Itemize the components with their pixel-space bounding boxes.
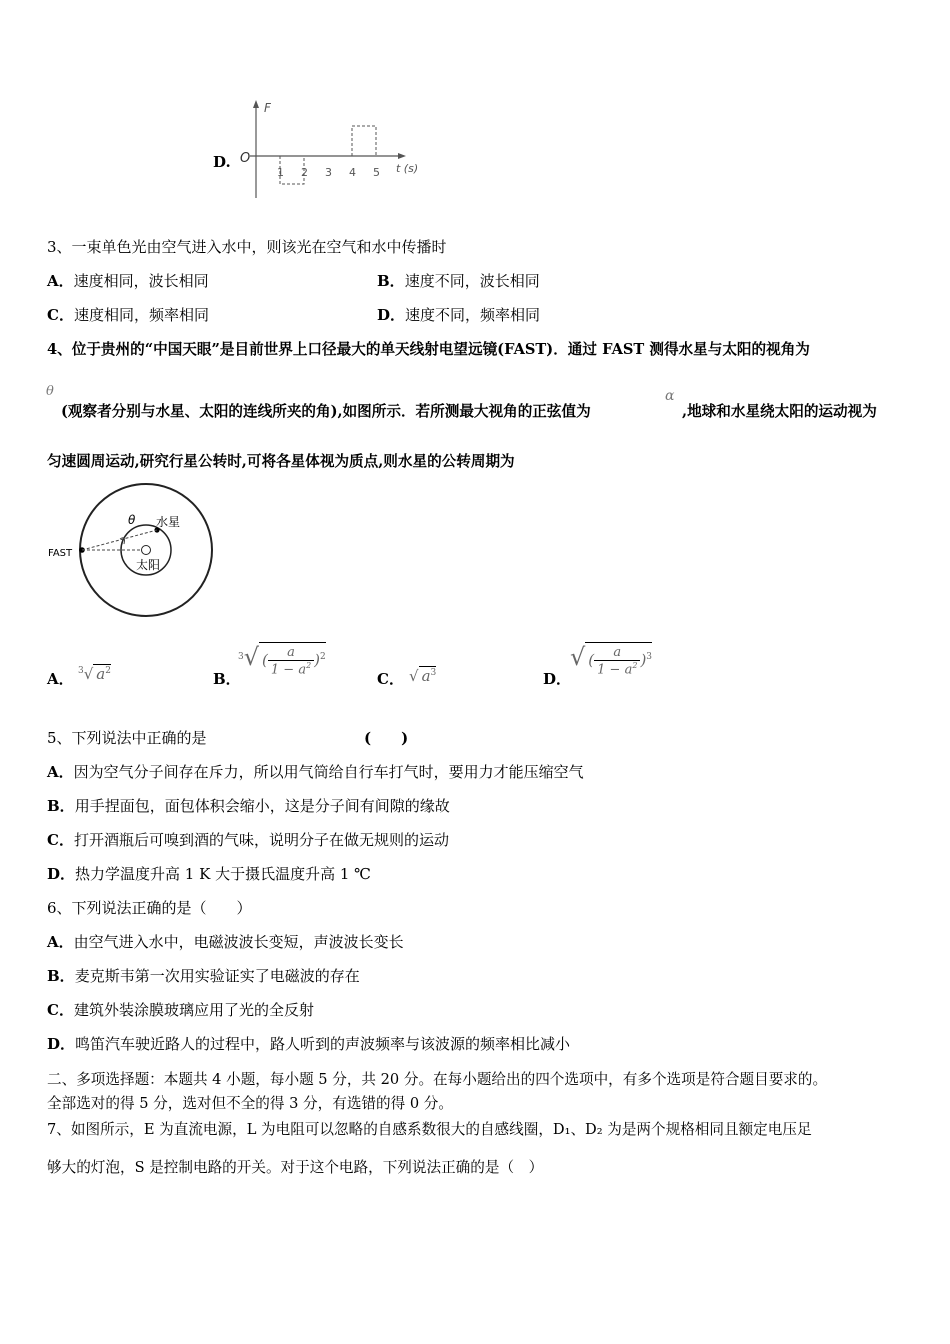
mercury-label: 水星: [156, 515, 181, 529]
q7-line2: 够大的灯泡，S 是控制电路的开关。对于这个电路，下列说法正确的是（ ）: [47, 1159, 544, 1176]
q3-stem: 3、一束单色光由空气进入水中，则该光在空气和水中传播时: [47, 238, 447, 256]
section2-heading-line1: 二、多项选择题：本题共 4 小题，每小题 5 分，共 20 分。在每小题给出的四个选项中，有多个选项是符合题目要求的。: [47, 1071, 828, 1088]
tick-3: 3: [325, 166, 332, 179]
fast-label: FAST: [48, 548, 73, 559]
sun-marker: [142, 546, 151, 555]
q4-line2b: ,地球和水星绕太阳的运动视为: [682, 403, 877, 420]
q5-answer-paren: ( ): [364, 729, 409, 747]
q3-option-c: C．速度相同，频率相同: [47, 306, 209, 324]
q4-option-b-expr: $^3$√ ( $\frac{a}{1 - a^2}$ )$^2$: [238, 643, 326, 678]
tick-5: 5: [373, 166, 380, 179]
orbit-figure: [44, 483, 219, 619]
q4-option-b: B．: [213, 670, 241, 688]
y-axis-arrow: [253, 100, 259, 108]
option-d-label: D.: [213, 153, 231, 171]
q4-line1: 4、位于贵州的“中国天眼”是目前世界上口径最大的单天线射电望远镜(FAST)．通过 FAST 测得水星与太阳的视角为: [47, 341, 810, 358]
q6-stem: 6、下列说法正确的是（ ）: [47, 899, 252, 917]
q6-option-c: C．建筑外装涂膜玻璃应用了光的全反射: [47, 1001, 314, 1019]
tick-2: 2: [301, 166, 308, 179]
angle-label: θ: [128, 513, 136, 527]
q4-option-d-expr: √ ( $\frac{a}{1 - a^2}$ )$^3$: [570, 643, 653, 678]
force-time-graph: [236, 98, 446, 200]
q4-line2a: (观察者分别与水星、太阳的连线所夹的角),如图所示．若所测最大视角的正弦值为: [61, 403, 591, 420]
q5-option-d: D．热力学温度升高 1 K 大于摄氏温度升高 1 ℃: [47, 865, 371, 883]
q4-option-d: D．: [543, 670, 572, 688]
q5-option-c: C．打开酒瓶后可嗅到酒的气味，说明分子在做无规则的运动: [47, 831, 449, 849]
alpha-symbol: α: [665, 388, 675, 404]
q6-option-a: A．由空气进入水中，电磁波波长变短，声波波长变长: [47, 933, 404, 951]
origin-label: O: [240, 151, 251, 166]
y-axis-label: F: [264, 101, 271, 115]
theta-symbol: θ: [46, 384, 54, 399]
x-axis-label: t (s): [396, 162, 419, 175]
tick-1: 1: [277, 166, 284, 179]
q4-option-a-expr: $^3$√ $a^2$: [78, 665, 111, 683]
q5-option-b: B．用手捏面包，面包体积会缩小，这是分子间有间隙的缘故: [47, 797, 450, 815]
x-axis-arrow: [398, 153, 406, 159]
q7-line1: 7、如图所示，E 为直流电源，L 为电阻可以忽略的自感系数很大的自感线圈，D₁、D₂ 为是两个规格相同且额定电压足: [47, 1121, 812, 1138]
q5-stem: 5、下列说法中正确的是: [47, 729, 207, 747]
q6-option-d: D．鸣笛汽车驶近路人的过程中，路人听到的声波频率与该波源的频率相比减小: [47, 1035, 571, 1053]
q4-option-a: A．: [47, 670, 74, 688]
q5-option-a: A．因为空气分子间存在斥力，所以用气筒给自行车打气时，要用力才能压缩空气: [47, 763, 584, 781]
q6-option-b: B．麦克斯韦第一次用实验证实了电磁波的存在: [47, 967, 360, 985]
positive-pulse: [352, 126, 376, 156]
q3-option-d: D．速度不同，频率相同: [377, 306, 541, 324]
tick-4: 4: [349, 166, 356, 179]
section2-heading-line2: 全部选对的得 5 分，选对但不全的得 3 分，有选错的得 0 分。: [47, 1095, 453, 1112]
sun-label: 太阳: [136, 558, 161, 572]
x-tick-labels: [277, 166, 380, 179]
q4-option-c: C．: [377, 670, 404, 688]
q3-option-b: B．速度不同，波长相同: [377, 272, 540, 290]
q4-option-c-expr: √ $a^3$: [409, 667, 437, 685]
line-to-mercury: [82, 530, 157, 550]
q4-line3: 匀速圆周运动,研究行星公转时,可将各星体视为质点,则水星的公转周期为: [47, 453, 515, 470]
q3-option-a: A．速度相同，波长相同: [47, 272, 209, 290]
